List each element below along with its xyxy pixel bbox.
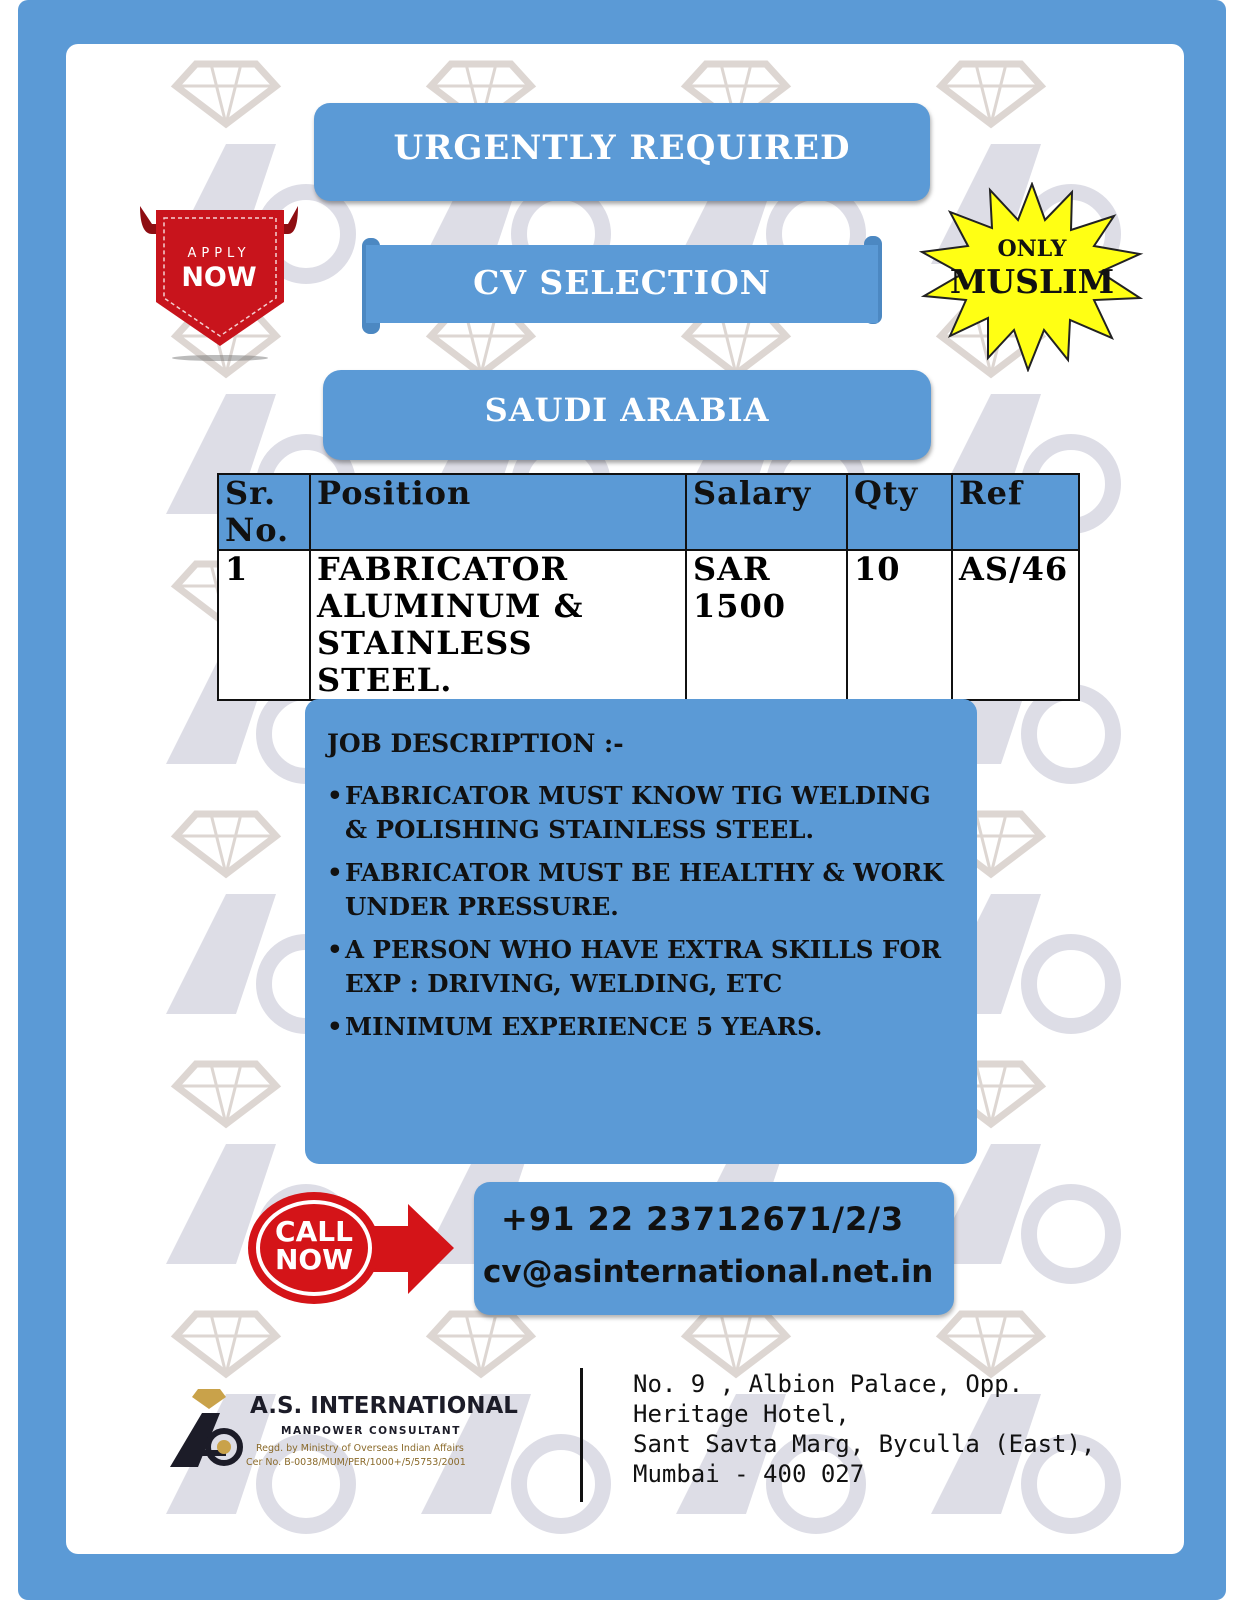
header-qty: Qty — [847, 474, 952, 550]
only-label: ONLY — [997, 236, 1067, 262]
now-label: NOW — [274, 1243, 354, 1276]
company-name: A.S. INTERNATIONAL — [250, 1393, 518, 1419]
apply-now-badge[interactable] — [138, 204, 300, 364]
job-table — [217, 473, 1080, 701]
certificate-number: Cer No. B-0038/MUM/PER/1000+/5/5753/2001 — [246, 1457, 466, 1468]
address-line: Sant Savta Marg, Byculla (East), — [633, 1430, 1096, 1458]
table-row — [218, 550, 1079, 700]
as-logo-icon — [168, 1387, 248, 1475]
cell-qty: 10 — [847, 550, 952, 700]
muslim-label: MUSLIM — [949, 262, 1115, 301]
call-label: CALL — [275, 1215, 353, 1248]
urgently-required-banner: URGENTLY REQUIRED — [314, 103, 930, 201]
company-logo — [168, 1387, 518, 1477]
only-muslim-badge — [918, 182, 1146, 372]
address-line: Mumbai - 400 027 — [633, 1460, 865, 1488]
address-line: Heritage Hotel, — [633, 1400, 850, 1428]
footer-divider — [580, 1368, 583, 1502]
now-label: NOW — [181, 262, 257, 293]
job-description-heading: JOB DESCRIPTION :- — [327, 729, 624, 758]
contact-box — [474, 1182, 954, 1315]
country-banner: SAUDI ARABIA — [323, 370, 931, 460]
job-description-list — [327, 779, 957, 1053]
cell-sr-no: 1 — [218, 550, 310, 700]
phone-number[interactable]: +91 22 23712671/2/3 — [501, 1200, 905, 1238]
header-sr-no: Sr. No. — [218, 474, 310, 550]
registration-text: Regd. by Ministry of Overseas Indian Affairs — [256, 1443, 464, 1454]
apply-label: APPLY — [187, 246, 251, 261]
list-item: • FABRICATOR MUST KNOW TIG WELDING & POLISHING STAINLESS STEEL. — [327, 779, 957, 847]
list-item: • FABRICATOR MUST BE HEALTHY & WORK UNDER PRESSURE. — [327, 856, 957, 924]
job-description-box — [305, 699, 977, 1164]
company-address — [633, 1369, 1095, 1489]
header-ref: Ref — [952, 474, 1079, 550]
cell-position: FABRICATOR ALUMINUM & STAINLESS STEEL. — [310, 550, 686, 700]
list-item: • A PERSON WHO HAVE EXTRA SKILLS FOR EXP : DRIVING, WELDING, ETC — [327, 933, 957, 1001]
table-header-row — [218, 474, 1079, 550]
cell-salary: SAR 1500 — [686, 550, 847, 700]
cv-selection-banner: CV SELECTION — [366, 245, 878, 323]
email-link[interactable]: cv@asinternational.net.in — [483, 1254, 934, 1290]
list-item: • MINIMUM EXPERIENCE 5 YEARS. — [327, 1010, 957, 1044]
company-tagline: MANPOWER CONSULTANT — [281, 1425, 461, 1437]
call-now-badge[interactable] — [248, 1190, 456, 1308]
cell-ref: AS/46 — [952, 550, 1079, 700]
header-position: Position — [310, 474, 686, 550]
header-salary: Salary — [686, 474, 847, 550]
address-line: No. 9 , Albion Palace, Opp. — [633, 1370, 1024, 1398]
